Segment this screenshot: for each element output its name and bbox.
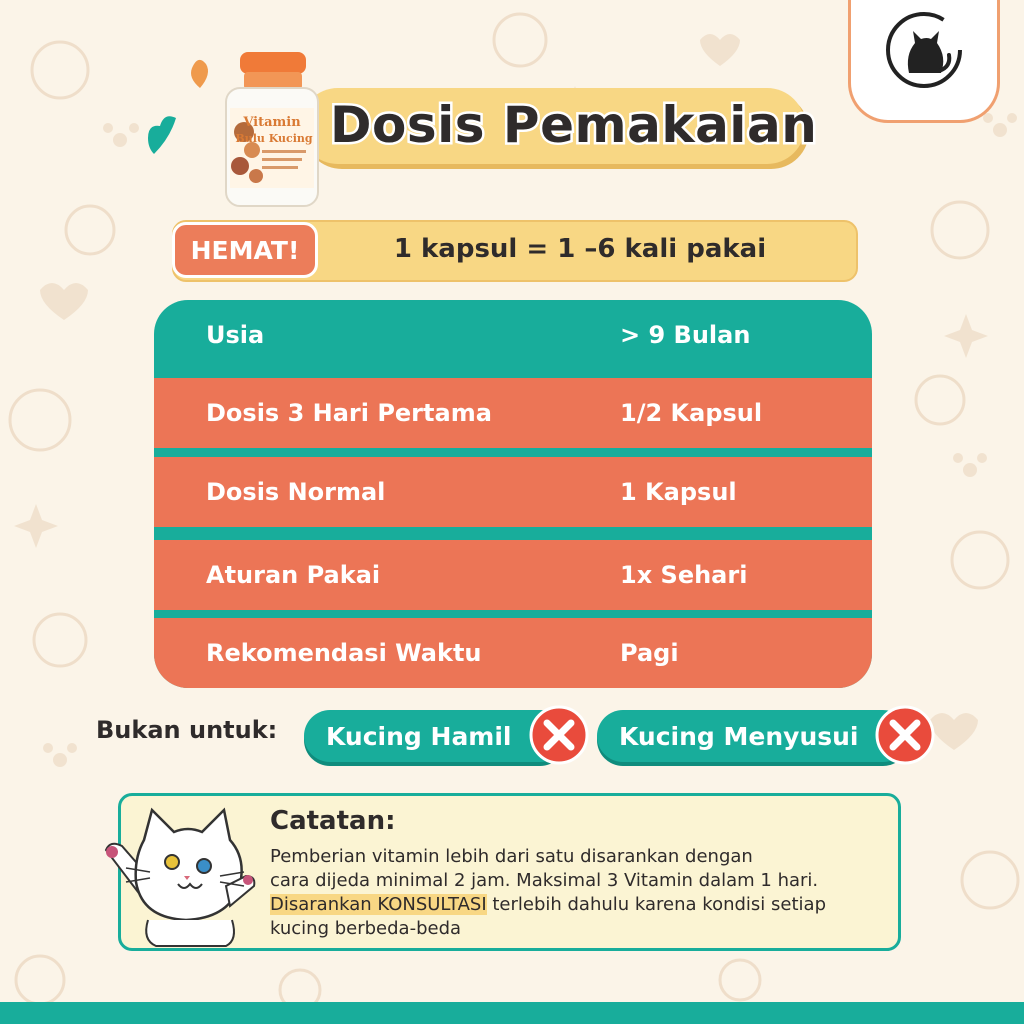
product-label-line2: Bulu Kucing: [235, 132, 313, 145]
note-text: terlebih dahulu karena kondisi setiap: [486, 894, 826, 915]
dosage-table: [154, 300, 872, 688]
chip-kucing-menyusui: [597, 710, 909, 762]
row-value: 1x Sehari: [620, 561, 748, 589]
page-title: Dosis Pemakaian: [330, 96, 818, 154]
bukan-label: Bukan untuk:: [96, 716, 278, 744]
row-label: Usia: [206, 321, 265, 349]
note-line: cara dijeda minimal 2 jam. Maksimal 3 Vitamin dalam 1 hari.: [270, 870, 819, 891]
heart-icon: [148, 116, 176, 154]
brand-logo-tab: [848, 0, 1000, 123]
row-value: > 9 Bulan: [620, 321, 751, 349]
chip-kucing-hamil: [304, 710, 566, 762]
row-value: Pagi: [620, 639, 679, 667]
close-x-icon: [874, 704, 936, 766]
table-row: [154, 618, 872, 688]
row-label: Dosis 3 Hari Pertama: [206, 399, 492, 427]
close-x-icon: [528, 704, 590, 766]
note-line: [270, 894, 826, 915]
chip-label: Kucing Hamil: [326, 721, 512, 751]
table-row: [154, 540, 872, 610]
note-title: Catatan:: [270, 806, 396, 836]
chip-label: Kucing Menyusui: [619, 721, 859, 751]
cat-logo-icon: [881, 7, 967, 93]
row-label: Rekomendasi Waktu: [206, 639, 482, 667]
cat-face-icon: [98, 800, 258, 950]
row-label: Aturan Pakai: [206, 561, 381, 589]
note-line: Pemberian vitamin lebih dari satu disarankan dengan: [270, 846, 753, 867]
row-value: 1/2 Kapsul: [620, 399, 763, 427]
table-row: [154, 457, 872, 527]
row-value: 1 Kapsul: [620, 478, 737, 506]
hemat-badge: HEMAT!: [172, 222, 318, 278]
table-row: [154, 378, 872, 448]
row-label: Dosis Normal: [206, 478, 386, 506]
footer-strip: [0, 1002, 1024, 1024]
table-row: [154, 300, 872, 370]
product-label-line1: Vitamin: [243, 115, 301, 130]
product-bottle-image: [140, 42, 320, 212]
note-highlight: Disarankan KONSULTASI: [270, 894, 487, 915]
note-line: kucing berbeda-beda: [270, 918, 462, 939]
hemat-text: 1 kapsul = 1 –6 kali pakai: [393, 234, 767, 264]
